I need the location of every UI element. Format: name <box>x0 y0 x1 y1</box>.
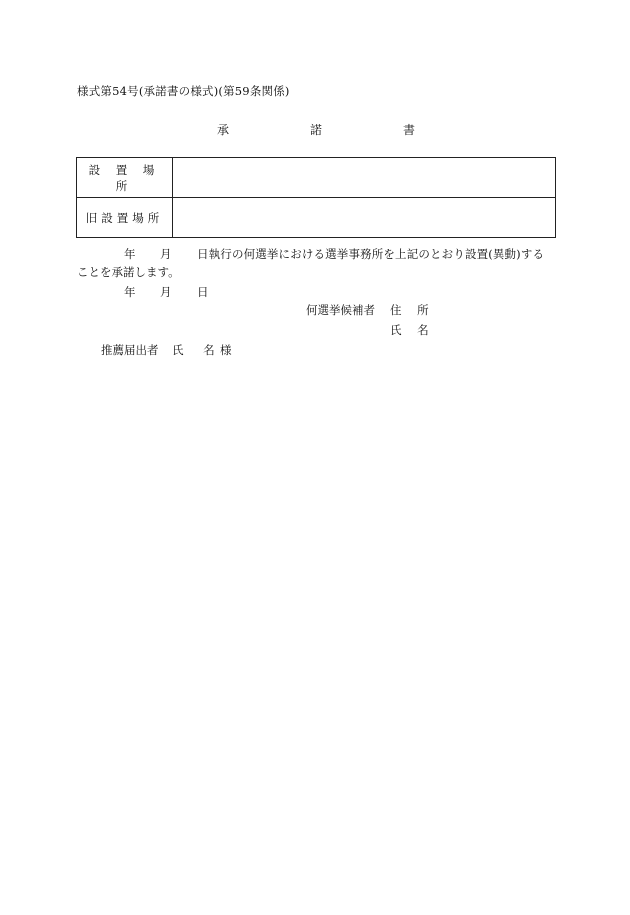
document-title-char-1: 承 <box>217 123 230 137</box>
installation-location-label: 設 置 場 所 <box>77 158 173 198</box>
candidate-role: 何選挙候補者 <box>306 303 375 317</box>
body-line-2: ことを承諾します。 <box>77 265 180 279</box>
candidate-address-label: 住 所 <box>390 303 435 317</box>
sign-date-year: 年 <box>124 285 136 299</box>
former-installation-location-value[interactable] <box>173 198 556 238</box>
candidate-name-label: 氏 名 <box>390 323 435 337</box>
body-date-month: 月 <box>160 247 172 261</box>
recipient-honorific: 様 <box>220 343 232 357</box>
table-row <box>77 158 556 198</box>
sign-date-month: 月 <box>160 285 172 299</box>
document-title-char-3: 書 <box>403 123 416 137</box>
table-row <box>77 198 556 238</box>
body-line-1: 日執行の何選挙における選挙事務所を上記のとおり設置(異動)する <box>197 247 545 261</box>
former-installation-location-label: 旧設置場所 <box>77 198 173 238</box>
location-table <box>76 157 556 238</box>
sign-date-day: 日 <box>197 285 209 299</box>
form-title: 様式第54号(承諾書の様式)(第59条関係) <box>77 84 290 98</box>
installation-location-value[interactable] <box>173 158 556 198</box>
body-date-year: 年 <box>124 247 136 261</box>
recipient-name-label: 氏 名 <box>172 343 223 357</box>
document-title-char-2: 諾 <box>310 123 323 137</box>
recipient-role: 推薦届出者 <box>101 343 159 357</box>
